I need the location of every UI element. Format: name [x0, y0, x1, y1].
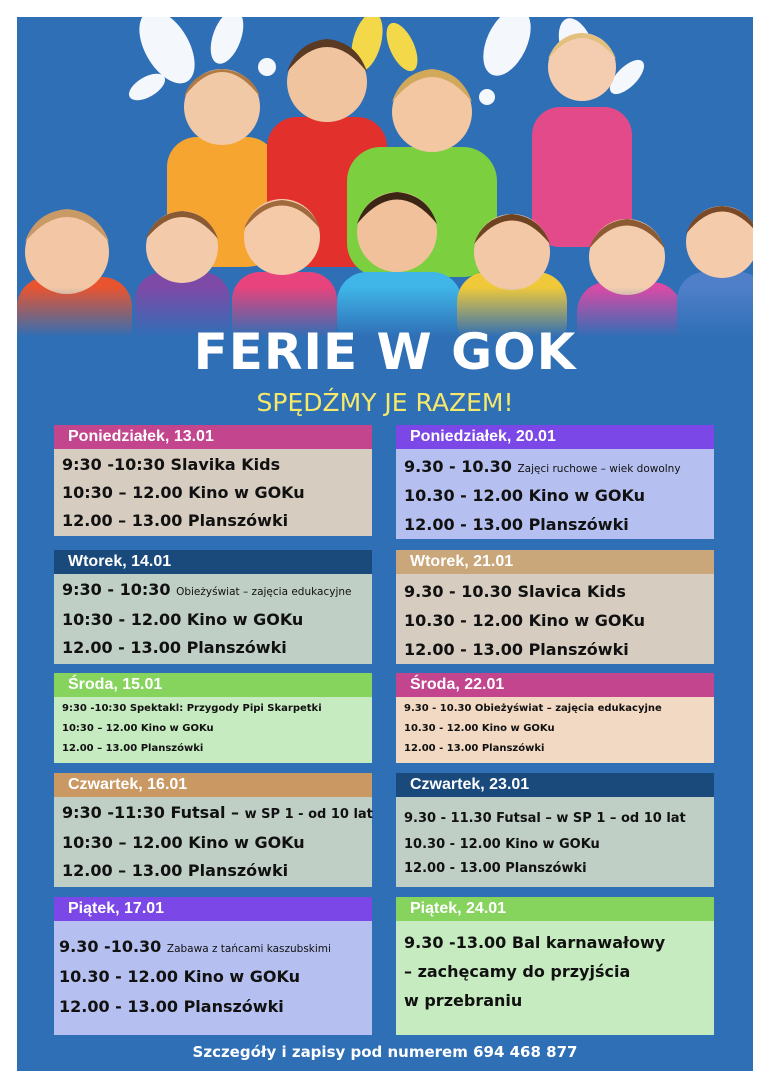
event-line: 10.30 - 12.00 Kino w GOKu — [59, 967, 300, 986]
event-line: 10.30 - 12.00 Kino w GOKu — [404, 837, 600, 852]
day-header: Środa, 22.01 — [396, 673, 714, 697]
day-card-wed-22 — [396, 673, 714, 763]
day-card-fri-24 — [396, 897, 714, 1035]
event-line: 12.00 - 13.00 Planszówki — [404, 640, 629, 659]
event-line: 9.30 - 11.30 Futsal – w SP 1 – od 10 lat — [404, 811, 686, 826]
day-header: Czwartek, 16.01 — [54, 773, 372, 797]
event-line: w przebraniu — [404, 991, 523, 1010]
day-card-tue-21 — [396, 550, 714, 664]
poster-subtitle: SPĘDŹMY JE RAZEM! — [256, 388, 514, 417]
event-line — [62, 580, 368, 599]
event-detail: Zajęci ruchowe – wiek dowolny — [517, 463, 681, 475]
event-line: 10:30 – 12.00 Kino w GOKu — [62, 833, 305, 852]
event-line: 10.30 - 12.00 Kino w GOKu — [404, 723, 555, 734]
day-body — [396, 797, 714, 887]
event-line: 12.00 - 13.00 Planszówki — [59, 997, 284, 1016]
event-time: 9:30 - 10:30 — [62, 580, 177, 599]
event-line: 10:30 - 12.00 Kino w GOKu — [62, 610, 304, 629]
day-body — [54, 921, 372, 1035]
event-line: 12.00 – 13.00 Planszówki — [62, 861, 289, 880]
event-line: 9:30 -10:30 Spektakl: Przygody Pipi Skarpetki — [62, 703, 322, 714]
event-line — [59, 937, 368, 956]
event-time: 9.30 - 10.30 — [404, 457, 518, 476]
event-line: 12.00 – 13.00 Planszówki — [62, 743, 204, 754]
event-detail: Zabawa z tańcami kaszubskimi — [166, 943, 331, 955]
event-line: 9.30 - 10.30 Obieżyświat – zajęcia edukacyjne — [404, 703, 662, 714]
day-header: Wtorek, 14.01 — [54, 550, 372, 574]
event-line: 12.00 - 13.00 Planszówki — [404, 743, 545, 754]
day-body — [54, 697, 372, 763]
day-header: Piątek, 17.01 — [54, 897, 372, 921]
day-body — [396, 574, 714, 664]
poster — [17, 17, 753, 1071]
event-detail: Obieżyświat – zajęcia edukacyjne — [176, 586, 352, 598]
event-line: 10.30 - 12.00 Kino w GOKu — [404, 486, 645, 505]
day-body — [396, 449, 714, 539]
day-header: Wtorek, 21.01 — [396, 550, 714, 574]
day-header: Poniedziałek, 13.01 — [54, 425, 372, 449]
event-time: 9:30 -11:30 Futsal – — [62, 803, 245, 822]
event-line: 12.00 - 13.00 Planszówki — [404, 861, 587, 876]
event-line: 9.30 -13.00 Bal karnawałowy — [404, 933, 666, 952]
event-line — [404, 457, 710, 476]
event-line: 10.30 - 12.00 Kino w GOKu — [404, 611, 645, 630]
day-body — [54, 797, 372, 887]
day-header: Poniedziałek, 20.01 — [396, 425, 714, 449]
day-card-mon-20 — [396, 425, 714, 539]
contact-footer: Szczegóły i zapisy pod numerem 694 468 877 — [192, 1043, 578, 1061]
day-body — [396, 697, 714, 763]
event-detail: w SP 1 - od 10 lat — [244, 807, 373, 822]
event-line — [62, 803, 373, 822]
day-body — [396, 921, 714, 1035]
event-line: 12.00 - 13.00 Planszówki — [62, 638, 287, 657]
day-header: Środa, 15.01 — [54, 673, 372, 697]
day-body — [54, 574, 372, 664]
poster-title: FERIE W GOK — [193, 323, 577, 381]
kid-pink — [532, 33, 632, 247]
event-line: – zachęcamy do przyjścia — [404, 962, 631, 981]
day-header: Piątek, 24.01 — [396, 897, 714, 921]
day-card-wed-15 — [54, 673, 372, 763]
day-card-mon-13 — [54, 425, 372, 536]
event-line: 9.30 - 10.30 Slavica Kids — [404, 582, 626, 601]
children-photo — [17, 17, 753, 337]
event-line: 10:30 – 12.00 Kino w GOKu — [62, 483, 305, 502]
day-card-tue-14 — [54, 550, 372, 664]
event-line: 12.00 – 13.00 Planszówki — [62, 511, 289, 530]
event-line: 12.00 - 13.00 Planszówki — [404, 515, 629, 534]
day-card-thu-16 — [54, 773, 372, 887]
day-card-thu-23 — [396, 773, 714, 887]
event-line: 9:30 -10:30 Slavika Kids — [62, 455, 281, 474]
event-line: 10:30 – 12.00 Kino w GOKu — [62, 723, 214, 734]
day-card-fri-17 — [54, 897, 372, 1035]
day-header: Czwartek, 23.01 — [396, 773, 714, 797]
day-body — [54, 449, 372, 536]
event-time: 9.30 -10.30 — [59, 937, 167, 956]
